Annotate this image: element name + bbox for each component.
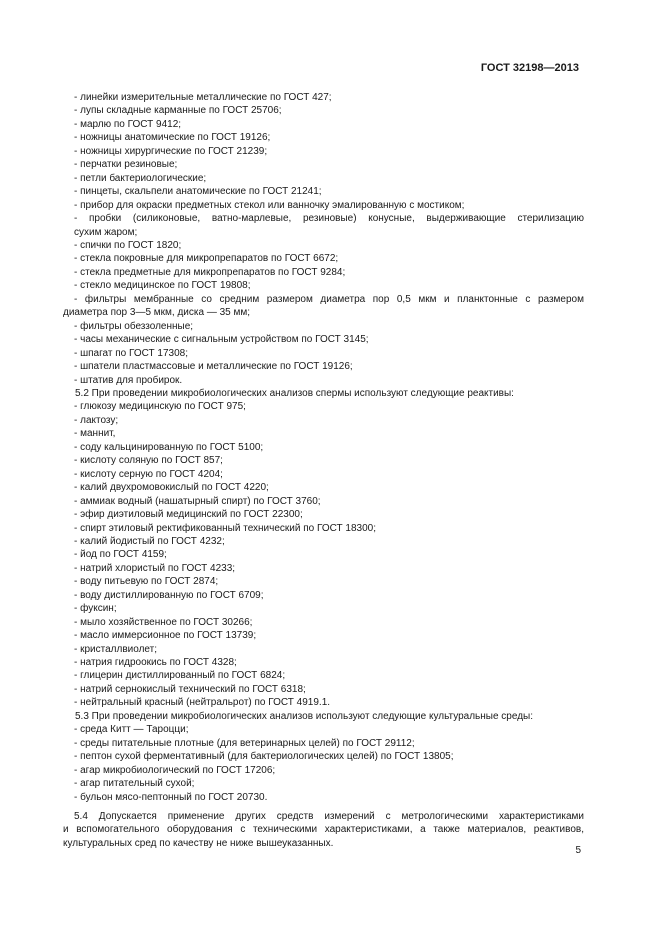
list-item: - марлю по ГОСТ 9412; [74, 118, 182, 130]
clause-heading: 5.3 При проведении микробиологических анализов используют следующие культуральные среды: [75, 710, 533, 722]
list-item: - глицерин дистиллированный по ГОСТ 6824; [74, 670, 286, 682]
list-item: - кристаллвиолет; [74, 643, 157, 655]
list-item: - ножницы хирургические по ГОСТ 21239; [74, 145, 268, 157]
list-item: - перчатки резиновые; [74, 159, 178, 171]
list-item: - натрий сернокислый технический по ГОСТ 6318; [74, 683, 306, 695]
list-item: - стекла покровные для микропрепаратов по ГОСТ 6672; [74, 253, 339, 265]
list-item: - шпатели пластмассовые и металлические по ГОСТ 19126; [74, 361, 353, 373]
list-item-filtry: - фильтры мембранные со средним размером диаметра пор 0,5 мкм и планктонные с размером [74, 293, 584, 305]
page-number: 5 [575, 845, 581, 856]
list-item: - натрий хлористый по ГОСТ 4233; [74, 562, 236, 574]
list-item: - агар микробиологический по ГОСТ 17206; [74, 764, 276, 776]
list-item: - штатив для пробирок. [74, 374, 183, 386]
list-item: - эфир диэтиловый медицинский по ГОСТ 22300; [74, 509, 303, 521]
list-item: - маннит, [74, 428, 116, 440]
list-item: - калий двухромовокислый по ГОСТ 4220; [74, 482, 269, 494]
list-item: - часы механические с сигнальным устройством по ГОСТ 3145; [74, 334, 369, 346]
list-item: - агар питательный сухой; [74, 778, 195, 790]
list-item: - петли бактериологические; [74, 172, 207, 184]
clause-5-4-line-3: культуральных сред по качеству не ниже вышеуказанных. [63, 837, 334, 849]
equipment-list-part-1 [74, 91, 584, 212]
list-item: - фильтры обеззоленные; [74, 320, 194, 332]
list-item: - спички по ГОСТ 1820; [74, 239, 182, 251]
list-item: - соду кальцинированную по ГОСТ 5100; [74, 441, 264, 453]
list-item: - стекла предметные для микропрепаратов по ГОСТ 9284; [74, 266, 346, 278]
list-item: - прибор для окраски предметных стекол или ванночку эмалированную с мостиком; [74, 199, 465, 211]
equipment-list-part-2 [74, 239, 584, 293]
list-item: - лупы складные карманные по ГОСТ 25706; [74, 105, 282, 117]
list-item: - йод по ГОСТ 4159; [74, 549, 167, 561]
list-item: - масло иммерсионное по ГОСТ 13739; [74, 630, 257, 642]
list-item: - линейки измерительные металлические по ГОСТ 427; [74, 92, 332, 103]
list-item: - среды питательные плотные (для ветеринарных целей) по ГОСТ 29112; [74, 737, 415, 749]
list-item: - натрия гидроокись по ГОСТ 4328; [74, 657, 237, 669]
list-item-probki-continuation: сухим жаром; [74, 226, 138, 238]
list-item: - аммиак водный (нашатырный спирт) по ГОСТ 3760; [74, 495, 321, 507]
document-header: ГОСТ 32198—2013 [480, 62, 579, 74]
clause-5-4-line-2: и вспомогательного оборудования с техническими характеристиками, а также материалов, реактивов, [63, 824, 584, 836]
list-item: - шпагат по ГОСТ 17308; [74, 347, 188, 359]
list-item-filtry-continuation: диаметра пор 3—5 мкм, диска — 35 мм; [63, 307, 251, 319]
list-item-probki: - пробки (силиконовые, ватно-марлевые, резиновые) конусные, выдерживающие стерилизацию [74, 213, 584, 225]
list-item: - калий йодистый по ГОСТ 4232; [74, 535, 225, 547]
list-item: - стекло медицинское по ГОСТ 19808; [74, 280, 251, 292]
list-item: - воду питьевую по ГОСТ 2874; [74, 576, 219, 588]
list-item: - пептон сухой ферментативный (для бактериологических целей) по ГОСТ 13805; [74, 751, 454, 763]
list-item: - нейтральный красный (нейтральрот) по ГОСТ 4919.1. [74, 697, 331, 709]
list-item: - кислоту соляную по ГОСТ 857; [74, 455, 223, 467]
list-item: - мыло хозяйственное по ГОСТ 30266; [74, 616, 253, 628]
list-item: - кислоту серную по ГОСТ 4204; [74, 468, 223, 480]
list-item: - пинцеты, скальпели анатомические по ГОСТ 21241; [74, 186, 322, 198]
list-item: - бульон мясо-пептонный по ГОСТ 20730. [74, 791, 268, 803]
list-item: - лактозу; [74, 414, 119, 426]
clause-5-4-line-1: 5.4 Допускается применение других средств измерений с метрологическими характеристиками [74, 811, 584, 823]
list-item: - воду дистиллированную по ГОСТ 6709; [74, 589, 264, 601]
document-body [63, 91, 584, 850]
list-item: - ножницы анатомические по ГОСТ 19126; [74, 132, 271, 144]
reagents-and-media-list [74, 320, 584, 804]
list-item: - среда Китт — Тароцци; [74, 724, 189, 736]
clause-heading: 5.2 При проведении микробиологических анализов спермы используют следующие реактивы: [75, 387, 514, 399]
list-item: - глюкозу медицинскую по ГОСТ 975; [74, 401, 246, 413]
list-item: - фуксин; [74, 603, 117, 615]
list-item: - спирт этиловый ректификованный технический по ГОСТ 18300; [74, 522, 376, 534]
